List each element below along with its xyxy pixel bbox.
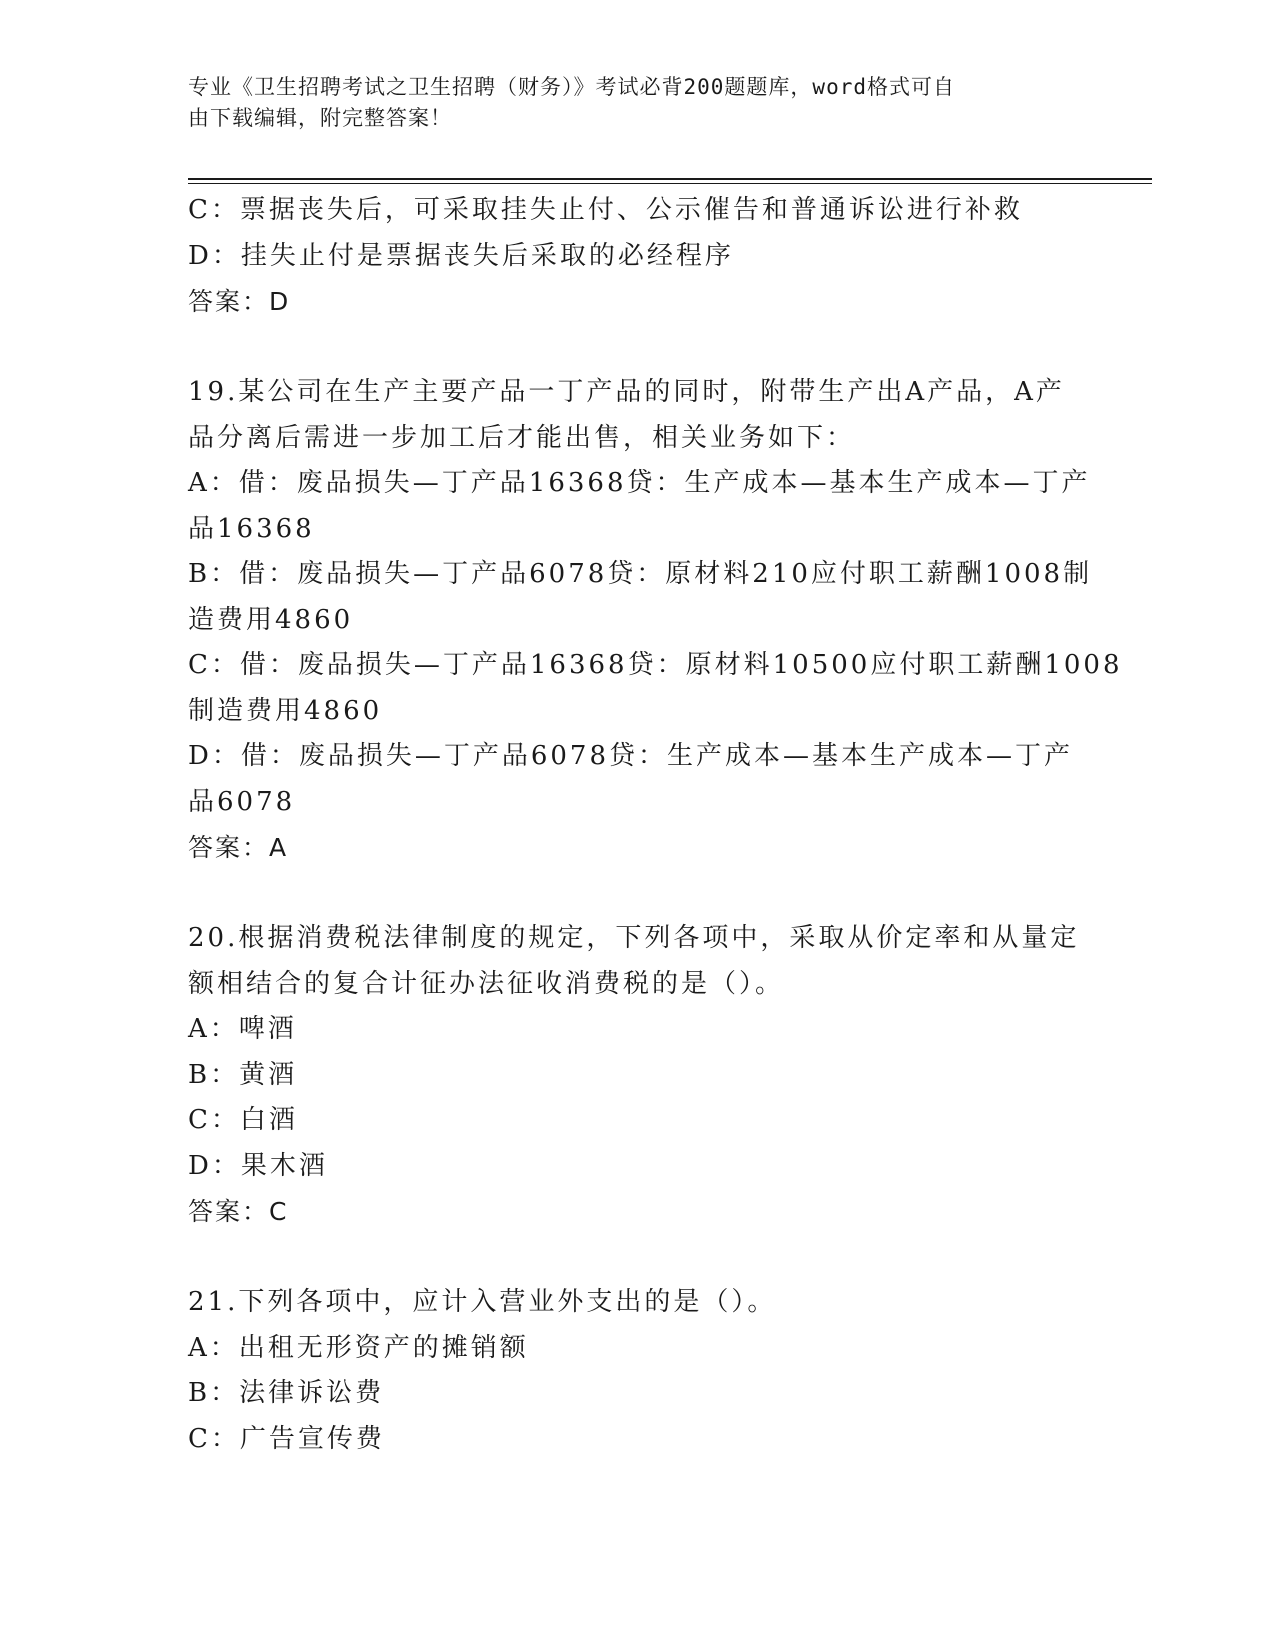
header-line: 专业《卫生招聘考试之卫生招聘（财务）》考试必背200题题库，word格式可自 (188, 75, 955, 99)
option-a: 品16368 (188, 513, 315, 544)
option-b: B：借：废品损失—丁产品6078贷：原材料210应付职工薪酬1008制 (188, 559, 1093, 589)
spacer (188, 871, 1088, 917)
question-stem: 21.下列各项中，应计入营业外支出的是（）。 (188, 1287, 777, 1317)
question-stem: 额相结合的复合计征办法征收消费税的是（）。 (188, 968, 785, 999)
document-body (188, 188, 1123, 1462)
spacer (188, 1235, 1088, 1281)
option-c: C：广告宣传费 (188, 1423, 385, 1454)
question-21 (188, 1280, 1088, 1462)
answer-line: 答案：D (188, 287, 291, 316)
option-a: A：出租无形资产的摊销额 (188, 1332, 529, 1363)
question-stem: 19.某公司在生产主要产品一丁产品的同时，附带生产出A产品，A产 (188, 377, 1065, 407)
option-a: A：啤酒 (188, 1014, 297, 1044)
header-rule-thin (188, 183, 1152, 184)
option-d: D：借：废品损失—丁产品6078贷：生产成本—基本生产成本—丁产 (188, 741, 1074, 771)
document-header (188, 72, 1068, 134)
question-stem: 20.根据消费税法律制度的规定，下列各项中，采取从价定率和从量定 (188, 923, 1080, 953)
answer-line: 答案：C (188, 1197, 289, 1226)
option-b: B：法律诉讼费 (188, 1378, 385, 1408)
option-d: 品6078 (188, 786, 296, 817)
option-c: C：借：废品损失—丁产品16368贷：原材料10500应付职工薪酬1008 (188, 650, 1123, 680)
option-d: D：挂失止付是票据丧失后采取的必经程序 (188, 240, 734, 271)
answer-line: 答案：A (188, 833, 289, 862)
header-rule (188, 178, 1152, 180)
option-b: B：黄酒 (188, 1059, 298, 1090)
option-a: A：借：废品损失—丁产品16368贷：生产成本—基本生产成本—丁产 (188, 468, 1091, 498)
question-20 (188, 916, 1088, 1235)
option-c: 制造费用4860 (188, 695, 383, 726)
question-19 (188, 370, 1123, 871)
option-d: D：果木酒 (188, 1150, 328, 1181)
question-18-continuation (188, 188, 1088, 325)
option-b: 造费用4860 (188, 604, 354, 635)
option-c: C：票据丧失后，可采取挂失止付、公示催告和普通诉讼进行补救 (188, 195, 1023, 225)
question-stem: 品分离后需进一步加工后才能出售，相关业务如下： (188, 422, 856, 453)
option-c: C：白酒 (188, 1105, 298, 1135)
header-line: 由下载编辑，附完整答案！ (188, 106, 452, 130)
spacer (188, 325, 1088, 371)
